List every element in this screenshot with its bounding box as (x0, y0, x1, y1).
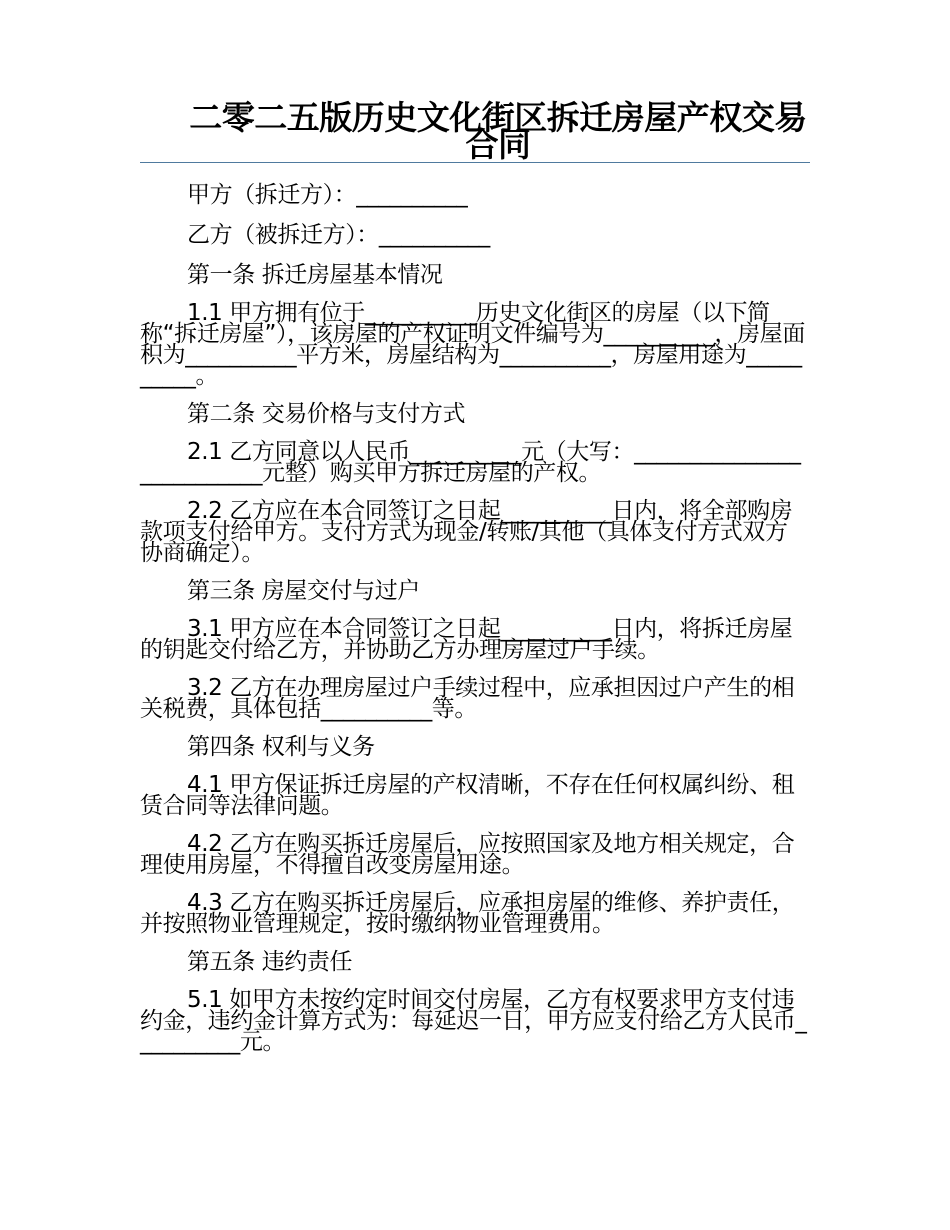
clause-4-3: 4.3 乙方在购买拆迁房屋后，应承担房屋的维修、养护责任，并按照物业管理规定，按时缴纳物业管理费用。 (140, 890, 795, 937)
party-b-line: 乙方（被拆迁方）：__________ (187, 222, 490, 248)
clause-4-1: 4.1 甲方保证拆迁房屋的产权清晰，不存在任何权属纠纷、租赁合同等法律问题。 (140, 772, 795, 819)
article-4-heading: 第四条 权利与义务 (187, 734, 375, 760)
article-3-heading: 第三条 房屋交付与过户 (187, 578, 420, 604)
clause-2-1: 2.1 乙方同意以人民币__________元（大写：__________________________元整）购买甲方拆迁房屋的产权。 (140, 439, 801, 486)
title-block (140, 98, 810, 164)
party-a-line: 甲方（拆迁方）：__________ (187, 182, 468, 208)
clause-3-1: 3.1 甲方应在本合同签订之日起__________日内，将拆迁房屋的钥匙交付给乙方，并协助乙方办理房屋过户手续。 (140, 616, 793, 663)
article-1-heading: 第一条 拆迁房屋基本情况 (187, 262, 443, 288)
clause-4-2: 4.2 乙方在购买拆迁房屋后，应按照国家及地方相关规定，合理使用房屋，不得擅自改变房屋用途。 (140, 831, 795, 878)
title-underline (140, 162, 810, 163)
clause-1-1: 1.1 甲方拥有位于__________历史文化街区的房屋（以下简称“拆迁房屋”），该房屋的产权证明文件编号为__________，房屋面积为__________平方米，房屋结构为__________，房屋用途为__________。 (140, 300, 805, 389)
article-2-heading: 第二条 交易价格与支付方式 (187, 401, 466, 427)
document-body (140, 176, 810, 1061)
clause-3-2: 3.2 乙方在办理房屋过户手续过程中，应承担因过户产生的相关税费，具体包括__________等。 (140, 675, 795, 722)
document-title: 二零二五版历史文化街区拆迁房屋产权交易合同 (189, 98, 807, 164)
clause-5-1: 5.1 如甲方未按约定时间交付房屋，乙方有权要求甲方支付违约金，违约金计算方式为：每延迟一日，甲方应支付给乙方人民币__________元。 (140, 987, 807, 1055)
article-5-heading: 第五条 违约责任 (187, 949, 353, 975)
clause-2-2: 2.2 乙方应在本合同签订之日起__________日内，将全部购房款项支付给甲方。支付方式为现金/转账/其他（具体支付方式双方协商确定）。 (140, 498, 793, 566)
